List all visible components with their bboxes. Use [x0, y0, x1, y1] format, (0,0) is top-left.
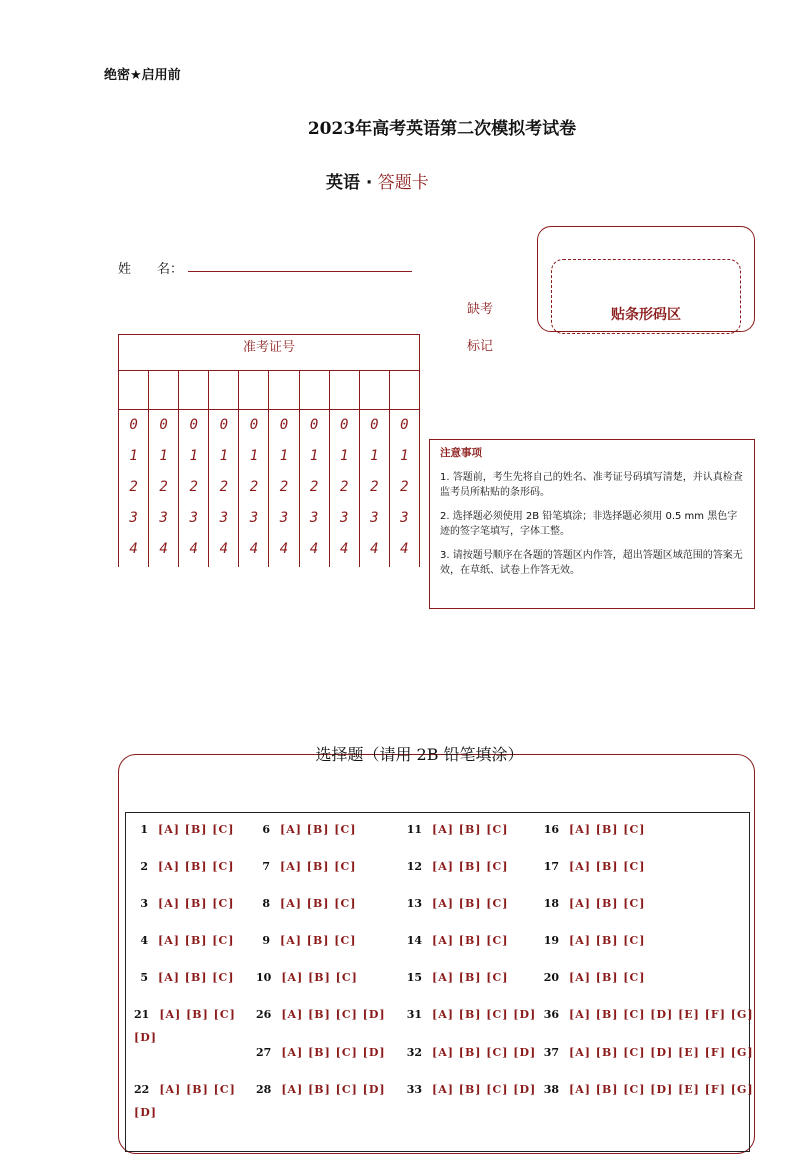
digit-bubble[interactable]: 2	[219, 479, 229, 495]
exam-id-write-cell[interactable]	[179, 371, 208, 410]
question-number: 1	[140, 823, 148, 836]
question-number: 15	[406, 971, 422, 984]
digit-bubble[interactable]: 1	[219, 448, 229, 464]
exam-id-write-cell[interactable]	[239, 371, 268, 410]
question-number: 3	[140, 897, 148, 910]
answer-options[interactable]: [A] [B] [C] [D] [E] [F] [G]	[569, 1008, 754, 1021]
question-21	[134, 1008, 236, 1044]
digit-bubble[interactable]: 3	[159, 510, 168, 526]
answer-options[interactable]: [A] [B] [C] [D] [E] [F] [G]	[569, 1046, 754, 1059]
digit-bubble[interactable]: 4	[219, 541, 229, 557]
answer-options[interactable]: [A] [B] [C] [D]	[281, 1046, 386, 1059]
question-26	[256, 1008, 386, 1021]
answer-options[interactable]: [A] [B] [C]	[432, 897, 509, 910]
page-subtitle	[326, 168, 429, 193]
digit-bubble[interactable]: 1	[400, 448, 409, 464]
exam-id-column	[149, 371, 179, 567]
question-number: 13	[406, 897, 422, 910]
digit-bubble[interactable]: 3	[129, 510, 138, 526]
digit-bubble[interactable]: 0	[159, 417, 168, 433]
digit-bubble[interactable]: 4	[370, 541, 379, 557]
answer-options[interactable]: [A] [B] [C]	[569, 823, 646, 836]
question-12	[406, 860, 508, 873]
question-number: 20	[543, 971, 559, 984]
question-7	[256, 860, 356, 873]
answer-options[interactable]: [A] [B] [C]	[432, 934, 509, 947]
answer-options[interactable]: [A] [B] [C] [D]	[281, 1008, 386, 1021]
exam-id-write-cell[interactable]	[149, 371, 178, 410]
digit-bubble[interactable]: 2	[339, 479, 349, 495]
digit-bubble[interactable]: 3	[219, 510, 229, 526]
answer-options[interactable]: [A] [B] [C] [D]	[281, 1083, 386, 1096]
question-15	[406, 971, 508, 984]
answer-options[interactable]: [A] [B] [C]	[158, 897, 235, 910]
question-16	[543, 823, 645, 836]
answer-options[interactable]: [A] [B] [C]	[158, 934, 235, 947]
digit-bubble[interactable]: 2	[159, 479, 168, 495]
digit-bubble[interactable]: 0	[189, 417, 198, 433]
digit-bubble[interactable]: 1	[309, 448, 319, 464]
question-number: 37	[543, 1046, 559, 1059]
exam-id-write-cell[interactable]	[300, 371, 329, 410]
digit-bubble[interactable]: 3	[400, 510, 409, 526]
confidential-label: 绝密★启用前	[104, 68, 181, 83]
name-field[interactable]	[188, 271, 412, 272]
question-2	[134, 860, 234, 873]
question-17	[543, 860, 645, 873]
question-27	[256, 1046, 386, 1059]
choice-section-title: 选择题（请用 2B 铅笔填涂）	[315, 745, 524, 764]
note-item: 2. 选择题必须使用 2B 铅笔填涂；非选择题必须用 0.5 mm 黑色字迹的签字笔填写，字体工整。	[440, 511, 738, 537]
answer-options[interactable]: [A] [B] [C] [D]	[432, 1008, 537, 1021]
question-6	[256, 823, 356, 836]
absent-label-1: 缺考	[467, 302, 494, 317]
question-number: 10	[256, 971, 272, 984]
question-number: 17	[543, 860, 559, 873]
question-37	[543, 1046, 754, 1059]
question-33	[406, 1083, 536, 1096]
digit-bubble[interactable]: 2	[400, 479, 409, 495]
exam-id-write-cell[interactable]	[330, 371, 359, 410]
subject-label: 英语 ·	[326, 173, 373, 193]
digit-bubble[interactable]: 4	[400, 541, 409, 557]
answer-options[interactable]: [A] [B] [C]	[432, 823, 509, 836]
question-9	[256, 934, 356, 947]
answer-options[interactable]: [A] [B] [C] [D]	[432, 1046, 537, 1059]
question-number: 16	[543, 823, 559, 836]
answer-options-overflow[interactable]: [D]	[134, 1031, 157, 1044]
digit-bubble[interactable]: 2	[279, 479, 289, 495]
notes-heading: 注意事项	[440, 447, 482, 459]
question-number: 2	[140, 860, 148, 873]
digit-bubble[interactable]: 2	[249, 479, 259, 495]
question-36	[543, 1008, 754, 1021]
page-title: 2023年高考英语第二次模拟考试卷	[307, 119, 577, 139]
question-number: 32	[406, 1046, 422, 1059]
exam-id-column	[239, 371, 269, 567]
answer-options[interactable]: [A] [B] [C]	[432, 971, 509, 984]
question-number: 7	[262, 860, 270, 873]
question-number: 4	[140, 934, 148, 947]
exam-id-column	[269, 371, 299, 567]
name-label: 姓 名：	[118, 262, 184, 277]
exam-id-column	[179, 371, 209, 567]
exam-id-write-cell[interactable]	[119, 371, 148, 410]
digit-bubble[interactable]: 3	[189, 510, 198, 526]
answer-options[interactable]: [A] [B] [C]	[569, 897, 646, 910]
answer-options[interactable]: [A] [B] [C]	[280, 860, 357, 873]
exam-id-write-cell[interactable]	[360, 371, 389, 410]
question-4	[134, 934, 234, 947]
question-10	[256, 971, 358, 984]
digit-bubble[interactable]: 0	[339, 417, 349, 433]
digit-bubble[interactable]: 2	[129, 479, 138, 495]
digit-bubble[interactable]: 3	[370, 510, 379, 526]
question-number: 22	[134, 1083, 150, 1096]
question-number: 38	[543, 1083, 559, 1096]
digit-bubble[interactable]: 4	[309, 541, 319, 557]
question-3	[134, 897, 234, 910]
question-1	[134, 823, 234, 836]
exam-id-column	[119, 371, 149, 567]
digit-bubble[interactable]: 3	[249, 510, 259, 526]
question-number: 9	[262, 934, 270, 947]
digit-bubble[interactable]: 1	[249, 448, 259, 464]
question-number: 26	[256, 1008, 272, 1021]
digit-bubble[interactable]: 0	[370, 417, 379, 433]
question-number: 31	[406, 1008, 422, 1021]
note-item: 3. 请按题号顺序在各题的答题区内作答，超出答题区域范围的答案无效，在草纸、试卷上作答无效。	[440, 550, 743, 576]
digit-bubble[interactable]: 1	[279, 448, 289, 464]
digit-bubble[interactable]: 4	[279, 541, 289, 557]
question-28	[256, 1083, 386, 1096]
question-number: 8	[262, 897, 270, 910]
digit-bubble[interactable]: 3	[309, 510, 319, 526]
answer-options[interactable]: [A] [B] [C]	[432, 860, 509, 873]
question-number: 12	[406, 860, 422, 873]
digit-bubble[interactable]: 1	[129, 448, 138, 464]
question-number: 19	[543, 934, 559, 947]
absent-label-2: 标记	[467, 339, 494, 354]
exam-id-column	[390, 371, 420, 567]
answer-options[interactable]: [A] [B] [C]	[280, 823, 357, 836]
question-5	[134, 971, 234, 984]
exam-id-column	[360, 371, 390, 567]
question-11	[406, 823, 508, 836]
answer-options[interactable]: [A] [B] [C]	[569, 860, 646, 873]
answer-options[interactable]: [A] [B] [C] [D]	[432, 1083, 537, 1096]
question-number: 18	[543, 897, 559, 910]
digit-bubble[interactable]: 4	[339, 541, 349, 557]
answer-options[interactable]: [A] [B] [C]	[280, 897, 357, 910]
digit-bubble[interactable]: 0	[249, 417, 259, 433]
answer-options[interactable]: [A] [B] [C]	[281, 971, 358, 984]
answer-options[interactable]: [A] [B] [C] [D] [E] [F] [G]	[569, 1083, 754, 1096]
card-label: 答题卡	[377, 173, 429, 193]
question-number: 21	[134, 1008, 150, 1021]
question-number: 11	[406, 823, 422, 836]
digit-bubble[interactable]: 4	[159, 541, 168, 557]
answer-options-overflow[interactable]: [D]	[134, 1106, 157, 1119]
notes-panel	[429, 439, 755, 609]
question-19	[543, 934, 645, 947]
exam-id-write-cell[interactable]	[209, 371, 238, 410]
answer-options[interactable]: [A] [B] [C]	[569, 934, 646, 947]
answer-options[interactable]: [A] [B] [C]	[158, 971, 235, 984]
answer-options[interactable]: [A] [B] [C]	[158, 860, 235, 873]
answer-options[interactable]: [A] [B] [C]	[569, 971, 646, 984]
question-number: 36	[543, 1008, 559, 1021]
question-number: 27	[256, 1046, 272, 1059]
digit-bubble[interactable]: 1	[189, 448, 198, 464]
digit-bubble[interactable]: 1	[159, 448, 168, 464]
digit-bubble[interactable]: 0	[400, 417, 409, 433]
digit-bubble[interactable]: 4	[129, 541, 138, 557]
answer-options[interactable]: [A] [B] [C]	[280, 934, 357, 947]
question-18	[543, 897, 645, 910]
digit-bubble[interactable]: 1	[339, 448, 349, 464]
exam-id-label: 准考证号	[118, 334, 420, 371]
digit-bubble[interactable]: 0	[279, 417, 289, 433]
question-number: 6	[262, 823, 270, 836]
digit-bubble[interactable]: 3	[279, 510, 289, 526]
digit-bubble[interactable]: 4	[249, 541, 259, 557]
answer-grid	[125, 812, 754, 1152]
question-20	[543, 971, 645, 984]
question-number: 14	[406, 934, 422, 947]
exam-id-column	[330, 371, 360, 567]
question-31	[406, 1008, 536, 1021]
digit-bubble[interactable]: 0	[129, 417, 138, 433]
question-14	[406, 934, 508, 947]
question-38	[543, 1083, 754, 1096]
digit-bubble[interactable]: 2	[309, 479, 319, 495]
digit-bubble[interactable]: 1	[370, 448, 379, 464]
question-13	[406, 897, 508, 910]
exam-id-write-cell[interactable]	[269, 371, 298, 410]
digit-bubble[interactable]: 2	[370, 479, 379, 495]
note-item: 1. 答题前，考生先将自己的姓名、准考证号码填写清楚，并认真检查监考员所粘贴的条形码。	[440, 472, 743, 498]
exam-id-column	[209, 371, 239, 567]
digit-bubble[interactable]: 4	[189, 541, 198, 557]
question-8	[256, 897, 356, 910]
exam-id-column	[300, 371, 330, 567]
digit-bubble[interactable]: 3	[339, 510, 349, 526]
answer-options[interactable]: [A] [B] [C]	[159, 1008, 236, 1021]
question-number: 33	[406, 1083, 422, 1096]
exam-id-grid	[118, 334, 420, 567]
barcode-label: 贴条形码区	[611, 307, 681, 323]
question-number: 5	[140, 971, 148, 984]
answer-options[interactable]: [A] [B] [C]	[159, 1083, 236, 1096]
answer-options[interactable]: [A] [B] [C]	[158, 823, 235, 836]
exam-id-write-cell[interactable]	[390, 371, 419, 410]
digit-bubble[interactable]: 2	[189, 479, 198, 495]
digit-bubble[interactable]: 0	[309, 417, 319, 433]
question-32	[406, 1046, 536, 1059]
question-number: 28	[256, 1083, 272, 1096]
question-22	[134, 1083, 236, 1119]
digit-bubble[interactable]: 0	[219, 417, 229, 433]
